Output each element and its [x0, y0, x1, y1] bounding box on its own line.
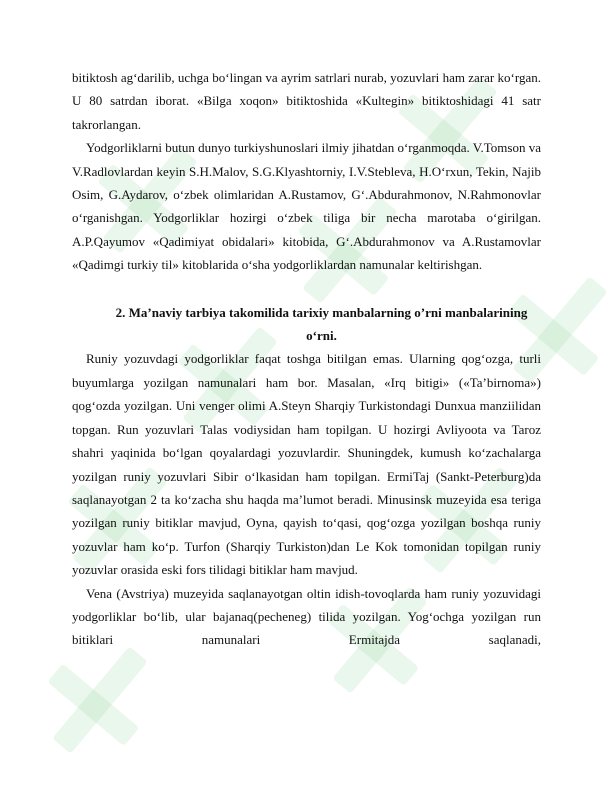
paragraph-vienna-museum: Vena (Avstriya) muzeyida saqlanayotgan oltin idish-tovoqlarda ham runiy yozuvidagi yodgorliklar bo‘lib, ular bajanaq(pecheneg) tilida yozilgan. Yog‘ochga yozilgan run bitiklari namunalari Ermitajda saqlanadi,	[72, 585, 541, 648]
document-body	[72, 66, 541, 652]
paragraph-runic-artifacts: Runiy yozuvdagi yodgorliklar faqat toshga bitilgan emas. Ularning qog‘ozga, turli buyumlarga yozilgan namunalari ham bor. Masalan, «Irq bitigi» («Ta’birnoma») qog‘ozda yozilgan. Uni venger olimi A.Steyn Sharqiy Turkistondagi Dunxua manziilidan topgan. Run yozuvlari Talas vodiysidan ham topilgan. U hozirgi Avliyoota va Taroz shahri yaqinida bo‘lgan qoyalardagi yozuvlardir. Shuningdek, kumush ko‘zachalarga yozilgan runiy yozuvlari Sibir o‘lkasidan ham topilgan. ErmiTaj (Sankt-Peterburg)da saqlanayotgan 2 ta ko‘zacha shu haqda ma’lumot beradi. Minusinsk muzeyida esa teriga yozilgan runiy bitiklar mavjud, Oyna, qayish to‘qasi, qog‘ozga yozilgan boshqa runiy yozuvlar ham ko‘p. Turfon (Sharqiy Turkiston)dan Le Kok tomonidan topilgan runiy yozuvlar orasida eski fors tilidagi bitiklar ham mavjud.	[72, 351, 541, 578]
paragraph-scholars: Yodgorliklarni butun dunyo turkiyshunoslari ilmiy jihatdan o‘rganmoqda. V.Tomson va V.Radlovlardan keyin S.H.Malov, S.G.Klyashtorniy, I.V.Stebleva, H.O‘rxun, Tekin, Najib Osim, G.Aydarov, o‘zbek olimlaridan A.Rustamov, G‘.Abdurahmonov, N.Rahmonovlar o‘rganishgan. Yodgorliklar hozirgi o‘zbek tiliga bir necha marotaba o‘girilgan. A.P.Qayumov «Qadimiyat obidalari» kitobida, G‘.Abdurahmonov va A.Rustamovlar «Qadimgi turkiy til» kitoblarida o‘sha yodgorliklardan namunalar keltirishgan.	[72, 140, 541, 273]
section-heading: 2. Ma’naviy tarbiya takomilida tarixiy manbalarning o’rni manbalarining o‘rni.	[115, 304, 528, 344]
paragraph-continuation: bitiktosh ag‘darilib, uchga bo‘lingan va ayrim satrlari nurab, yozuvlari ham zarar ko‘rgan. U 80 satrdan iborat. «Bilga xoqon» bitiktoshida «Kultegin» bitiktoshidagi 41 satr takrorlangan.	[72, 70, 541, 132]
